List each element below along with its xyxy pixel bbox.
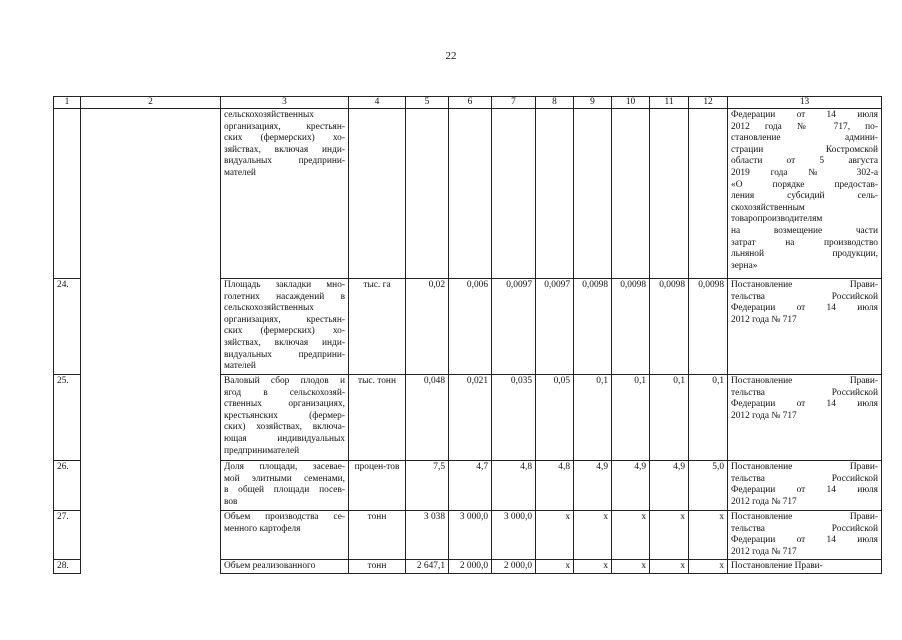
value-cell: 0,0098: [574, 279, 612, 375]
basis-line: «О порядке предостав-: [731, 179, 878, 190]
header-cell: 13: [728, 97, 882, 109]
row-number-cell: 27.: [54, 511, 81, 560]
value-cell: 3 000,0: [449, 511, 492, 560]
value-cell: [650, 109, 689, 279]
row-number-cell: 26.: [54, 461, 81, 511]
indicator-line: сельскохозяйственных: [224, 110, 314, 120]
value-cell: х: [536, 511, 574, 560]
basis-line: Постановление Прави-: [731, 376, 878, 386]
indicator-cell: [221, 375, 349, 461]
indicator-cell: [221, 461, 349, 511]
indicator-line: сельскохозяйственных: [224, 303, 314, 314]
indicator-line: мой элитными семенами,: [224, 473, 345, 484]
indicator-cell: [221, 511, 349, 560]
basis-line: Постановление Прави-: [731, 280, 878, 290]
value-cell: 0,0098: [650, 279, 689, 375]
value-cell: 4,9: [574, 461, 612, 511]
value-cell: [492, 109, 536, 279]
value-cell: 0,1: [689, 375, 728, 461]
basis-cell: [728, 511, 882, 560]
value-cell: 4,9: [650, 461, 689, 511]
value-cell: 0,02: [406, 279, 449, 375]
basis-line: зерна»: [731, 260, 758, 271]
basis-line: 2012 года № 717, по-: [731, 121, 878, 132]
basis-line: товаропроизводителям: [731, 214, 823, 225]
value-cell: 3 038: [406, 511, 449, 560]
program-cell: [81, 560, 221, 574]
value-cell: х: [650, 560, 689, 574]
value-cell: х: [574, 560, 612, 574]
basis-line: ления субсидий сель-: [731, 191, 878, 202]
value-cell: 0,05: [536, 375, 574, 461]
indicator-line: зяйствах, включая инди-: [224, 144, 345, 155]
indicator-line: Объем реализованного: [224, 561, 316, 571]
header-cell: 5: [406, 97, 449, 109]
value-cell: 3 000,0: [492, 511, 536, 560]
value-cell: 7,5: [406, 461, 449, 511]
indicator-line: видуальных предприни-: [224, 156, 345, 167]
value-cell: х: [574, 511, 612, 560]
basis-line: тельства Российской: [731, 473, 878, 484]
indicator-line: ских) хозяйствах, включа-: [224, 422, 345, 433]
table-row: [54, 279, 882, 375]
value-cell: 0,1: [650, 375, 689, 461]
header-cell: 9: [574, 97, 612, 109]
header-cell: 1: [54, 97, 81, 109]
basis-cell: [728, 375, 882, 461]
header-cell: 7: [492, 97, 536, 109]
indicator-cell: [221, 279, 349, 375]
indicator-line: голетних насаждений в: [224, 291, 345, 302]
indicator-line: ственных организациях,: [224, 399, 345, 410]
unit-cell: тыс. га: [349, 279, 406, 375]
indicator-line: Доля площади, засевае-: [224, 462, 345, 472]
program-cell: [81, 109, 221, 279]
value-cell: 5,0: [689, 461, 728, 511]
value-cell: 0,1: [612, 375, 650, 461]
table-row: [54, 109, 882, 279]
unit-cell: [349, 109, 406, 279]
basis-line: льняной продукции,: [731, 249, 878, 260]
basis-line: Постановление Прави-: [731, 512, 878, 522]
header-cell: 4: [349, 97, 406, 109]
header-cell: 10: [612, 97, 650, 109]
value-cell: 4,7: [449, 461, 492, 511]
value-cell: 0,0097: [492, 279, 536, 375]
page-number: 22: [445, 50, 457, 62]
basis-cell: [728, 109, 882, 279]
unit-cell: тонн: [349, 560, 406, 574]
basis-line: Постановление Прави-: [731, 561, 823, 571]
value-cell: 2 000,0: [449, 560, 492, 574]
value-cell: 0,0098: [612, 279, 650, 375]
indicator-line: предпринимателей: [224, 445, 300, 456]
indicator-line: организациях, крестьян-: [224, 314, 345, 325]
indicator-line: ющая индивидуальных: [224, 433, 345, 444]
value-cell: [449, 109, 492, 279]
basis-line: затрат на производство: [731, 237, 878, 248]
basis-line: скохозяйственным: [731, 202, 805, 213]
value-cell: [574, 109, 612, 279]
indicator-line: ягод в сельскохозяй-: [224, 387, 345, 398]
value-cell: 4,8: [536, 461, 574, 511]
value-cell: х: [650, 511, 689, 560]
basis-line: Постановление Прави-: [731, 462, 878, 472]
value-cell: [406, 109, 449, 279]
table-row: [54, 560, 882, 574]
basis-line: области от 5 августа: [731, 156, 878, 167]
basis-line: становление админи-: [731, 133, 878, 144]
indicator-line: Объем производства се-: [224, 512, 345, 522]
basis-line: тельства Российской: [731, 523, 878, 534]
unit-cell: тыс. тонн: [349, 375, 406, 461]
indicator-line: ских (фермерских) хо-: [224, 133, 345, 144]
value-cell: х: [536, 560, 574, 574]
basis-line: тельства Российской: [731, 291, 878, 302]
indicator-line: в общей площади посев-: [224, 485, 345, 496]
indicator-line: Площадь закладки мно-: [224, 280, 345, 290]
indicator-line: зяйствах, включая инди-: [224, 337, 345, 348]
header-cell: 12: [689, 97, 728, 109]
program-cell: [81, 375, 221, 461]
header-row: [54, 97, 882, 109]
value-cell: 0,1: [574, 375, 612, 461]
basis-line: 2012 года № 717: [731, 410, 797, 421]
row-number-cell: 28.: [54, 560, 81, 574]
row-number-cell: 24.: [54, 279, 81, 375]
table-row: [54, 511, 882, 560]
value-cell: 4,9: [612, 461, 650, 511]
value-cell: 0,035: [492, 375, 536, 461]
program-cell: [81, 279, 221, 375]
value-cell: 0,0098: [689, 279, 728, 375]
indicator-line: организациях, крестьян-: [224, 121, 345, 132]
indicators-table: [53, 96, 882, 574]
basis-line: 2012 года № 717: [731, 314, 797, 325]
basis-line: 2019 года № 302-а: [731, 167, 878, 178]
value-cell: [689, 109, 728, 279]
basis-line: Федерации от 14 июля: [731, 110, 878, 120]
indicator-cell: [221, 560, 349, 574]
value-cell: 4,8: [492, 461, 536, 511]
indicator-line: видуальных предприни-: [224, 349, 345, 360]
row-number-cell: 25.: [54, 375, 81, 461]
indicator-line: Валовый сбор плодов и: [224, 376, 345, 386]
header-cell: 6: [449, 97, 492, 109]
indicator-line: крестьянских (фермер-: [224, 410, 345, 421]
indicator-line: мателей: [224, 361, 256, 372]
value-cell: 0,048: [406, 375, 449, 461]
value-cell: х: [689, 511, 728, 560]
basis-line: Федерации от 14 июля: [731, 399, 878, 410]
header-cell: 3: [221, 97, 349, 109]
indicator-line: вов: [224, 496, 238, 507]
basis-line: Федерации от 14 июля: [731, 485, 878, 496]
value-cell: 0,0097: [536, 279, 574, 375]
basis-line: 2012 года № 717: [731, 546, 797, 557]
basis-line: Федерации от 14 июля: [731, 303, 878, 314]
indicator-line: менного картофеля: [224, 523, 301, 534]
header-cell: 11: [650, 97, 689, 109]
basis-line: Федерации от 14 июля: [731, 535, 878, 546]
indicator-line: ских (фермерских) хо-: [224, 326, 345, 337]
basis-line: 2012 года № 717: [731, 496, 797, 507]
basis-cell: [728, 560, 882, 574]
value-cell: 0,021: [449, 375, 492, 461]
value-cell: [612, 109, 650, 279]
value-cell: [536, 109, 574, 279]
basis-cell: [728, 279, 882, 375]
value-cell: х: [612, 560, 650, 574]
row-number-cell: [54, 109, 81, 279]
value-cell: 2 000,0: [492, 560, 536, 574]
basis-line: страции Костромской: [731, 144, 878, 155]
value-cell: х: [612, 511, 650, 560]
unit-cell: тонн: [349, 511, 406, 560]
header-cell: 8: [536, 97, 574, 109]
program-cell: [81, 461, 221, 511]
basis-cell: [728, 461, 882, 511]
value-cell: 0,006: [449, 279, 492, 375]
unit-cell: процен-тов: [349, 461, 406, 511]
header-cell: 2: [81, 97, 221, 109]
value-cell: х: [689, 560, 728, 574]
indicator-cell: [221, 109, 349, 279]
program-cell: [81, 511, 221, 560]
basis-line: тельства Российской: [731, 387, 878, 398]
table-row: [54, 375, 882, 461]
basis-line: на возмещение части: [731, 225, 878, 236]
table-row: [54, 461, 882, 511]
value-cell: 2 647,1: [406, 560, 449, 574]
indicator-line: мателей: [224, 167, 256, 178]
